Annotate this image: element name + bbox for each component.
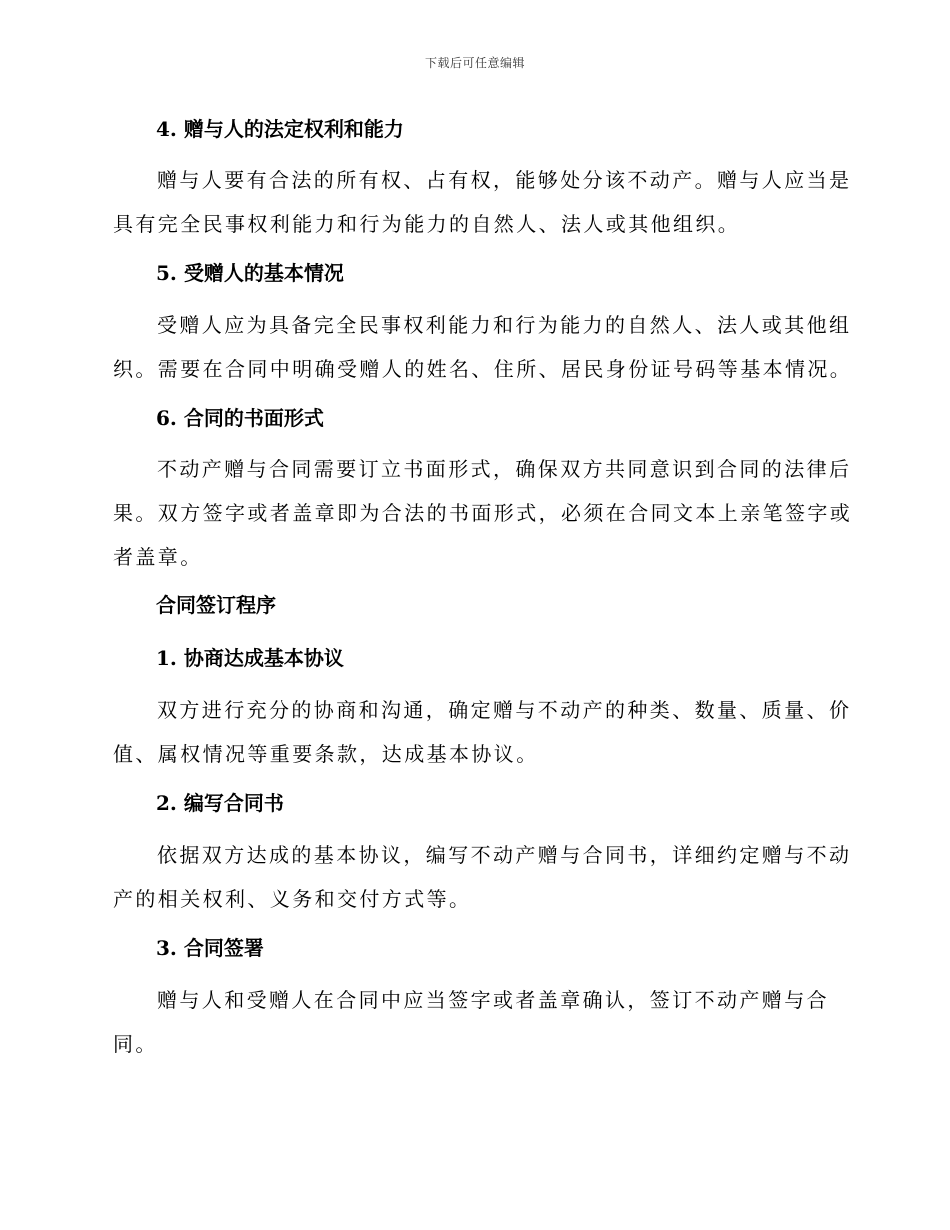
section-title: 合同签订程序 (156, 593, 276, 617)
paragraph-line: 值、属权情况等重要条款，达成基本协议。 (113, 742, 539, 766)
paragraph (113, 158, 852, 246)
paragraph-line: 产的相关权利、义务和交付方式等。 (113, 887, 472, 911)
section-heading: 2. 编写合同书 (156, 791, 284, 815)
section-heading: 6. 合同的书面形式 (156, 406, 324, 430)
paragraph (113, 833, 852, 921)
paragraph-line: 赠与人和受赠人在合同中应当签字或者盖章确认，签订不动产赠与合 (157, 988, 829, 1012)
page-header: 下载后可任意编辑 (424, 56, 525, 70)
paragraph-line: 织。需要在合同中明确受赠人的姓名、住所、居民身份证号码等基本情况。 (113, 357, 853, 381)
section-heading: 5. 受赠人的基本情况 (156, 261, 344, 285)
paragraph (113, 447, 853, 579)
paragraph-line: 双方进行充分的协商和沟通，确定赠与不动产的种类、数量、质量、价 (157, 698, 852, 722)
paragraph-line: 依据双方达成的基本协议，编写不动产赠与合同书，详细约定赠与不动 (157, 843, 852, 867)
paragraph-line: 受赠人应为具备完全民事权利能力和行为能力的自然人、法人或其他组 (157, 313, 852, 337)
paragraph (113, 978, 833, 1066)
paragraph-line: 果。双方签字或者盖章即为合法的书面形式，必须在合同文本上亲笔签字或 (113, 501, 853, 525)
section-heading: 3. 合同签署 (156, 936, 264, 960)
section-heading: 1. 协商达成基本协议 (156, 646, 344, 670)
paragraph (113, 303, 853, 391)
paragraph-line: 同。 (113, 1032, 158, 1056)
paragraph-line: 不动产赠与合同需要订立书面形式，确保双方共同意识到合同的法律后 (157, 457, 852, 481)
paragraph (113, 688, 852, 776)
paragraph-line: 者盖章。 (113, 545, 203, 569)
section-heading: 4. 赠与人的法定权利和能力 (156, 117, 404, 141)
paragraph-line: 赠与人要有合法的所有权、占有权，能够处分该不动产。赠与人应当是 (157, 168, 852, 192)
paragraph-line: 具有完全民事权利能力和行为能力的自然人、法人或其他组织。 (113, 212, 741, 236)
